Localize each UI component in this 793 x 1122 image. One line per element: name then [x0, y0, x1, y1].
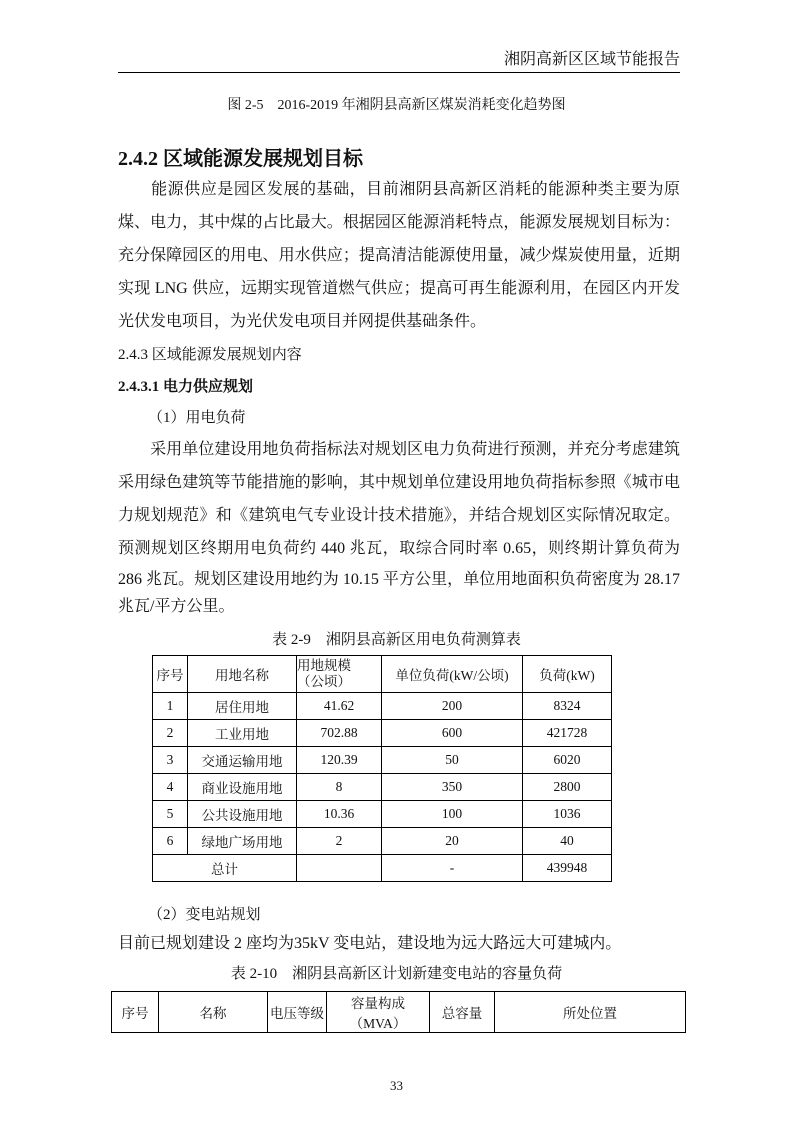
header-cell: 总容量	[430, 992, 495, 1033]
paragraph-line: 实现 LNG 供应，远期实现管道燃气供应；提高可再生能源利用，在园区内开发	[118, 280, 680, 297]
section-heading-2-4-3-1: 2.4.3.1 电力供应规划	[118, 379, 254, 395]
table-cell: 交通运输用地	[188, 747, 297, 774]
header-cell: 序号	[112, 992, 159, 1033]
header-cell: 电压等级	[268, 992, 327, 1033]
table-cell: 20	[382, 828, 523, 855]
table-cell: 工业用地	[188, 720, 297, 747]
page-number: 33	[390, 1078, 403, 1093]
table-cell: 绿地广场用地	[188, 828, 297, 855]
header-cell: 用地名称	[188, 656, 297, 693]
table-cell: 公共设施用地	[188, 801, 297, 828]
substation-table	[111, 991, 686, 1033]
total-scale	[297, 855, 382, 882]
subheading-substation: （2）变电站规划	[148, 907, 261, 923]
header-cell: 名称	[159, 992, 268, 1033]
table-caption: 表 2-9 湘阴县高新区用电负荷测算表	[272, 632, 521, 648]
table-cell: 2800	[523, 774, 612, 801]
table-cell: 2	[153, 720, 188, 747]
paragraph-line: 采用单位建设用地负荷指标法对规划区电力负荷进行预测，并充分考虑建筑	[118, 441, 680, 458]
table-cell: 50	[382, 747, 523, 774]
table-cell: 41.62	[297, 693, 382, 720]
paragraph-line: 光伏发电项目，为光伏发电项目并网提供基础条件。	[118, 313, 487, 330]
table-cell: 8	[297, 774, 382, 801]
table-cell: 5	[153, 801, 188, 828]
table-cell: 120.39	[297, 747, 382, 774]
paragraph-line: 286 兆瓦。规划区建设用地约为 10.15 平方公里，单位用地面积负荷密度为 28.17	[118, 571, 680, 588]
paragraph-line: 兆瓦/平方公里。	[118, 598, 235, 615]
table-row	[153, 828, 612, 855]
table-cell: 3	[153, 747, 188, 774]
table-cell: 1	[153, 693, 188, 720]
total-unit-load: -	[382, 855, 523, 882]
table-caption: 表 2-10 湘阴县高新区计划新建变电站的容量负荷	[230, 966, 563, 982]
figure-caption: 图 2-5 2016-2019 年湘阴县高新区煤炭消耗变化趋势图	[227, 98, 566, 113]
table-cell: 350	[382, 774, 523, 801]
paragraph-line: 预测规划区终期用电负荷约 440 兆瓦，取综合同时率 0.65，则终期计算负荷为	[118, 540, 680, 557]
table-header-row	[153, 656, 612, 693]
header-cell: 用地规模 （公顷）	[297, 656, 382, 693]
paragraph-line: 能源供应是园区发展的基础，目前湘阴县高新区消耗的能源种类主要为原	[118, 181, 680, 198]
total-label: 总计	[153, 855, 297, 882]
paragraph-line: 充分保障园区的用电、用水供应；提高清洁能源使用量，减少煤炭使用量，近期	[118, 247, 680, 264]
power-load-table	[152, 655, 612, 882]
table-row	[153, 747, 612, 774]
paragraph-line: 煤、电力，其中煤的占比最大。根据园区能源消耗特点，能源发展规划目标为：	[118, 214, 680, 231]
header-cell: 负荷(kW)	[523, 656, 612, 693]
paragraph-line: 力规划规范》和《建筑电气专业设计技术措施》，并结合规划区实际情况取定。	[118, 507, 680, 524]
header-rule	[118, 72, 680, 73]
paragraph-line: 采用绿色建筑等节能措施的影响，其中规划单位建设用地负荷指标参照《城市电	[118, 474, 680, 491]
table-cell: 421728	[523, 720, 612, 747]
table-cell: 1036	[523, 801, 612, 828]
header-cell: 所处位置	[495, 992, 686, 1033]
total-load: 439948	[523, 855, 612, 882]
table-cell: 200	[382, 693, 523, 720]
table-row	[153, 774, 612, 801]
section-heading-2-4-2: 2.4.2 区域能源发展规划目标	[118, 148, 363, 170]
table-row	[153, 693, 612, 720]
table-cell: 商业设施用地	[188, 774, 297, 801]
table-total-row	[153, 855, 612, 882]
header-cell: 序号	[153, 656, 188, 693]
table-cell: 10.36	[297, 801, 382, 828]
table-cell: 600	[382, 720, 523, 747]
table-cell: 4	[153, 774, 188, 801]
table-cell: 40	[523, 828, 612, 855]
table-cell: 居住用地	[188, 693, 297, 720]
table-cell: 2	[297, 828, 382, 855]
table-header-row	[112, 992, 686, 1033]
table-cell: 100	[382, 801, 523, 828]
header-cell: 容量构成（MVA）	[327, 992, 430, 1033]
table-cell: 8324	[523, 693, 612, 720]
running-header: 湘阴高新区区域节能报告	[503, 51, 680, 68]
table-cell: 6	[153, 828, 188, 855]
section-heading-2-4-3: 2.4.3 区域能源发展规划内容	[118, 347, 302, 363]
paragraph-line: 目前已规划建设 2 座均为35kV 变电站，建设地为远大路远大可建城内。	[118, 935, 622, 952]
header-cell: 单位负荷(kW/公顷)	[382, 656, 523, 693]
table-row	[153, 720, 612, 747]
table-cell: 6020	[523, 747, 612, 774]
table-row	[153, 801, 612, 828]
table-cell: 702.88	[297, 720, 382, 747]
subheading-power-load: （1）用电负荷	[148, 410, 246, 426]
